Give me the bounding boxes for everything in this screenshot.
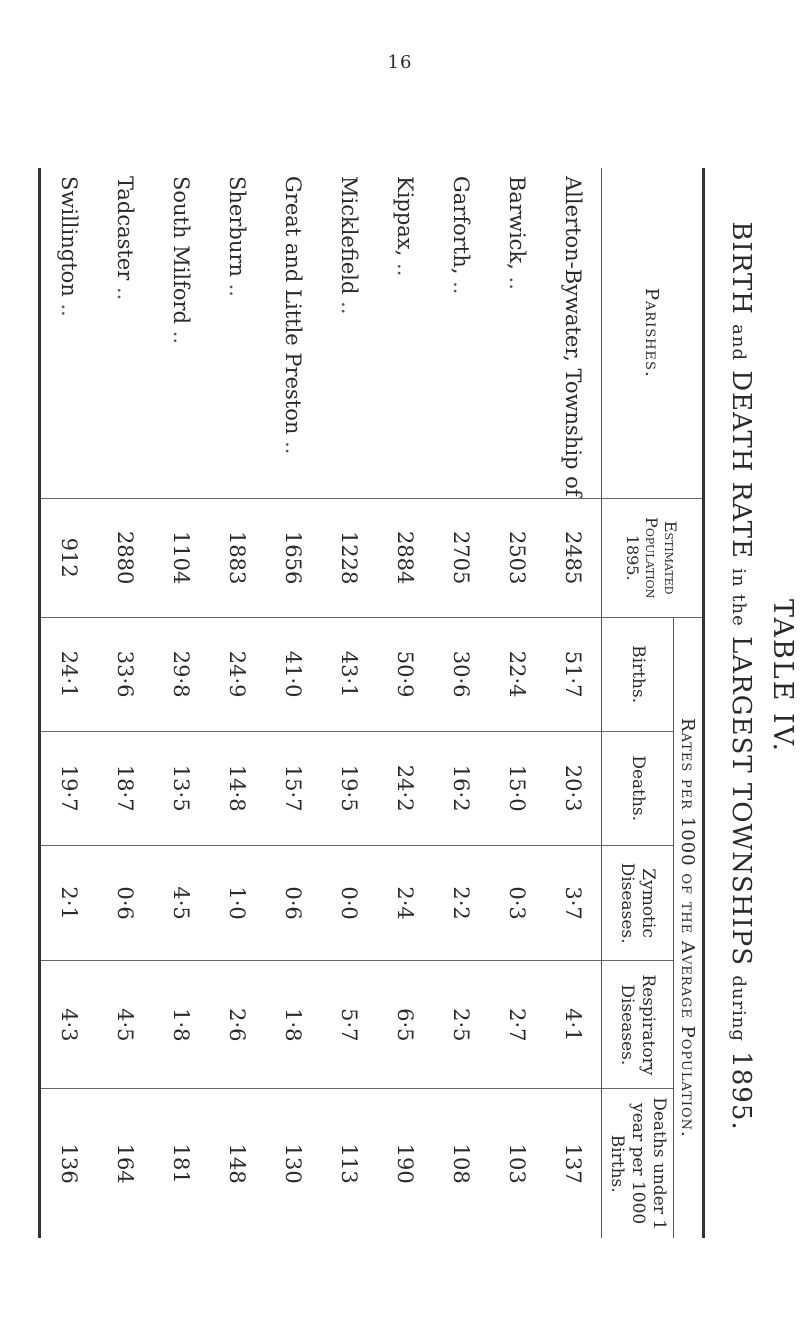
deaths-cell: 13·5 — [153, 731, 209, 845]
births-cell: 43·1 — [321, 617, 377, 731]
population-cell: 1656 — [265, 498, 321, 617]
respiratory-cell: 4·1 — [545, 961, 602, 1089]
table-row — [545, 168, 602, 1238]
infant-deaths-cell: 190 — [377, 1089, 433, 1238]
page-number: 16 — [387, 52, 413, 73]
deaths-cell: 14·8 — [209, 731, 265, 845]
births-cell: 51·7 — [545, 617, 602, 731]
table-row — [321, 168, 377, 1238]
infant-deaths-cell: 137 — [545, 1089, 602, 1238]
header-rates-group: Rates per 1000 of the Average Population. — [674, 617, 704, 1238]
parish-name: Kippax, .. — [377, 168, 433, 498]
zymotic-cell: 3·7 — [545, 845, 602, 960]
subtitle-word: 1895. — [726, 1051, 756, 1131]
header-infant-deaths: Deaths under 1 year per 1000 Births. — [602, 1089, 674, 1238]
deaths-cell: 15·7 — [265, 731, 321, 845]
zymotic-cell: 2·4 — [377, 845, 433, 960]
respiratory-cell: 1·8 — [153, 961, 209, 1089]
deaths-cell: 18·7 — [97, 731, 153, 845]
deaths-cell: 15·0 — [489, 731, 545, 845]
infant-deaths-cell: 113 — [321, 1089, 377, 1238]
parish-name: Micklefield .. — [321, 168, 377, 498]
infant-deaths-cell: 148 — [209, 1089, 265, 1238]
respiratory-cell: 2·5 — [433, 961, 489, 1089]
header-births: Births. — [602, 617, 674, 731]
infant-deaths-cell: 108 — [433, 1089, 489, 1238]
births-cell: 22·4 — [489, 617, 545, 731]
subtitle-word: and — [728, 324, 749, 361]
population-cell: 1228 — [321, 498, 377, 617]
births-cell: 30·6 — [433, 617, 489, 731]
parish-name: Allerton-Bywater, Township of — [545, 168, 602, 498]
parish-name: South Milford .. — [153, 168, 209, 498]
zymotic-cell: 0·6 — [97, 845, 153, 960]
births-cell: 24·9 — [209, 617, 265, 731]
subtitle-word: DEATH — [726, 370, 756, 473]
table-subtitle — [726, 100, 756, 1252]
table-row — [153, 168, 209, 1238]
rotated-table-page — [57, 100, 800, 1252]
population-cell: 1104 — [153, 498, 209, 617]
table-row — [209, 168, 265, 1238]
rates-table — [38, 168, 705, 1238]
table-row — [377, 168, 433, 1238]
infant-deaths-cell: 136 — [40, 1089, 98, 1238]
population-cell: 2880 — [97, 498, 153, 617]
deaths-cell: 16·2 — [433, 731, 489, 845]
deaths-cell: 19·5 — [321, 731, 377, 845]
respiratory-cell: 6·5 — [377, 961, 433, 1089]
header-deaths: Deaths. — [602, 731, 674, 845]
table-row — [40, 168, 98, 1238]
subtitle-word: BIRTH — [726, 221, 756, 315]
deaths-cell: 20·3 — [545, 731, 602, 845]
births-cell: 24·1 — [40, 617, 98, 731]
header-population: Estimated Population 1895. — [602, 498, 704, 617]
zymotic-cell: 1·0 — [209, 845, 265, 960]
zymotic-cell: 0·3 — [489, 845, 545, 960]
population-cell: 1883 — [209, 498, 265, 617]
zymotic-cell: 0·6 — [265, 845, 321, 960]
births-cell: 50·9 — [377, 617, 433, 731]
respiratory-cell: 4·3 — [40, 961, 98, 1089]
respiratory-cell: 4·5 — [97, 961, 153, 1089]
births-cell: 33·6 — [97, 617, 153, 731]
header-respiratory: Respiratory Diseases. — [602, 961, 674, 1089]
zymotic-cell: 4·5 — [153, 845, 209, 960]
table-row — [433, 168, 489, 1238]
infant-deaths-cell: 181 — [153, 1089, 209, 1238]
table-row — [97, 168, 153, 1238]
infant-deaths-cell: 130 — [265, 1089, 321, 1238]
population-cell: 2503 — [489, 498, 545, 617]
table-row — [489, 168, 545, 1238]
deaths-cell: 24·2 — [377, 731, 433, 845]
subtitle-word: in the — [728, 568, 749, 627]
infant-deaths-cell: 164 — [97, 1089, 153, 1238]
parish-name: Sherburn .. — [209, 168, 265, 498]
parish-name: Swillington .. — [40, 168, 98, 498]
header-zymotic: Zymotic Diseases. — [602, 845, 674, 960]
deaths-cell: 19·7 — [40, 731, 98, 845]
infant-deaths-cell: 103 — [489, 1089, 545, 1238]
births-cell: 29·8 — [153, 617, 209, 731]
parish-name: Tadcaster .. — [97, 168, 153, 498]
population-cell: 912 — [40, 498, 98, 617]
births-cell: 41·0 — [265, 617, 321, 731]
respiratory-cell: 2·7 — [489, 961, 545, 1089]
subtitle-word: during — [728, 975, 749, 1042]
population-cell: 2884 — [377, 498, 433, 617]
header-parishes: Parishes. — [602, 168, 704, 498]
parish-name: Great and Little Preston .. — [265, 168, 321, 498]
zymotic-cell: 2·1 — [40, 845, 98, 960]
subtitle-word: LARGEST — [726, 636, 756, 774]
population-cell: 2485 — [545, 498, 602, 617]
respiratory-cell: 2·6 — [209, 961, 265, 1089]
table-row — [265, 168, 321, 1238]
parish-name: Barwick, .. — [489, 168, 545, 498]
parish-name: Garforth, .. — [433, 168, 489, 498]
zymotic-cell: 0·0 — [321, 845, 377, 960]
zymotic-cell: 2·2 — [433, 845, 489, 960]
subtitle-word: RATE — [726, 481, 756, 559]
subtitle-word: TOWNSHIPS — [726, 782, 756, 967]
table-title: TABLE IV. — [767, 598, 798, 754]
respiratory-cell: 5·7 — [321, 961, 377, 1089]
respiratory-cell: 1·8 — [265, 961, 321, 1089]
population-cell: 2705 — [433, 498, 489, 617]
